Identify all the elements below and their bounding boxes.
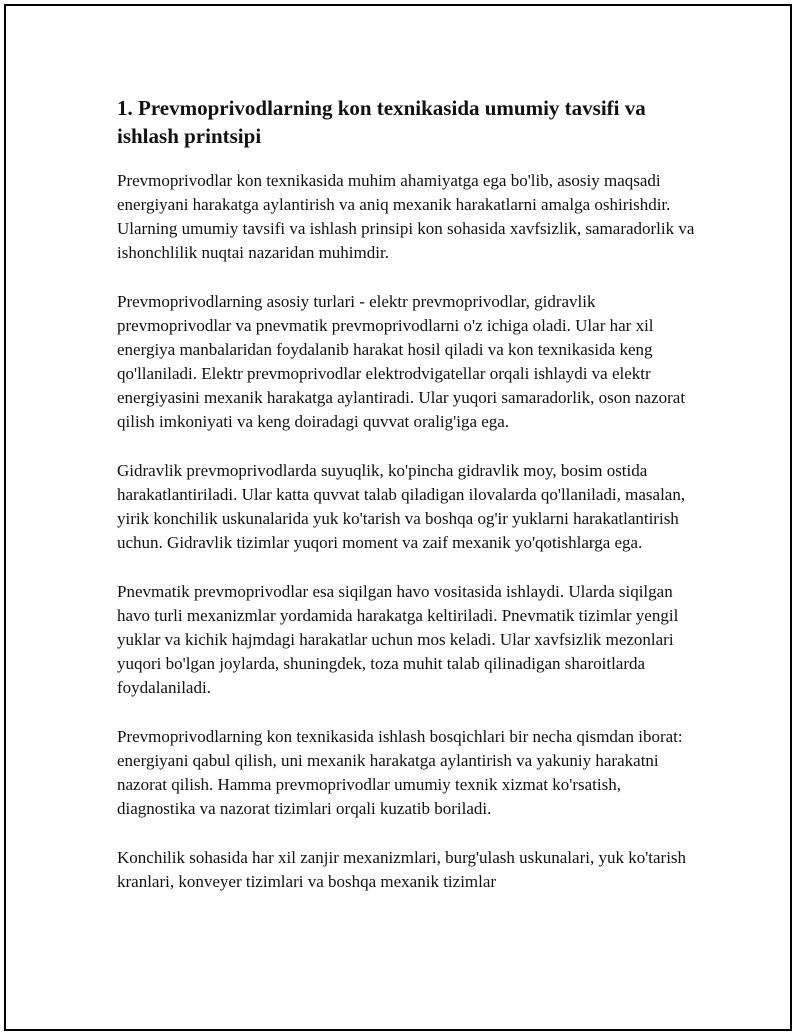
paragraph-pneumatic: Pnevmatik prevmoprivodlar esa siqilgan havo vositasida ishlaydi. Ularda siqilgan havo turli mexanizmlar yordamida harakatga keltiriladi. Pnevmatik tizimlar yengil yuklar va kichik hajmdagi harakatlar uchun mos keladi. Ular xavfsizlik mezonlari yuqori bo'lgan joylarda, shuningdek, toza muhit talab qilinadigan sharoitlarda foydalaniladi. (117, 582, 679, 697)
paragraph-intro: Prevmoprivodlar kon texnikasida muhim ahamiyatga ega bo'lib, asosiy maqsadi energiyani harakatga aylantirish va aniq mexanik harakatlarni amalga oshirishdir. Ularning umumiy tavsifi va ishlash prinsipi kon sohasida xavfsizlik, samaradorlik va ishonchlilik nuqtai nazaridan muhimdir. (117, 171, 695, 262)
section-heading: 1. Prevmoprivodlarning kon texnikasida umumiy tavsifi va ishlash printsipi (117, 96, 646, 148)
paragraph-stages: Prevmoprivodlarning kon texnikasida ishlash bosqichlari bir necha qismdan iborat: energiyani qabul qilish, uni mexanik harakatga aylantirish va yakuniy harakatni nazorat qilish. Hamma prevmoprivodlar umumiy texnik xizmat ko'rsatish, diagnostika va nazorat tizimlari orqali kuzatib boriladi. (117, 727, 683, 818)
paragraph-mining: Konchilik sohasida har xil zanjir mexanizmlari, burg'ulash uskunalari, yuk ko'tarish kranlari, konveyer tizimlari va boshqa mexanik tizimlar (117, 848, 687, 891)
paragraph-types: Prevmoprivodlarning asosiy turlari - elektr prevmoprivodlar, gidravlik prevmoprivodlar va pnevmatik prevmoprivodlarni o'z ichiga oladi. Ular har xil energiya manbalaridan foydalanib harakat hosil qiladi va kon texnikasida keng qo'llaniladi. Elektr prevmoprivodlar elektrodvigatellar orqali ishlaydi va elektr energiyasini mexanik harakatga aylantiradi. Ular yuqori samaradorlik, oson nazorat qilish imkoniyati va keng doiradagi quvvat oralig'iga ega. (117, 292, 686, 431)
paragraph-hydraulic: Gidravlik prevmoprivodlarda suyuqlik, ko'pincha gidravlik moy, bosim ostida harakatlantiriladi. Ular katta quvvat talab qiladigan ilovalarda qo'llaniladi, masalan, yirik konchilik uskunalarida yuk ko'tarish va boshqa og'ir yuklarni harakatlantirish uchun. Gidravlik tizimlar yuqori moment va zaif mexanik yo'qotishlarga ega. (117, 461, 686, 552)
document-body (117, 94, 697, 919)
